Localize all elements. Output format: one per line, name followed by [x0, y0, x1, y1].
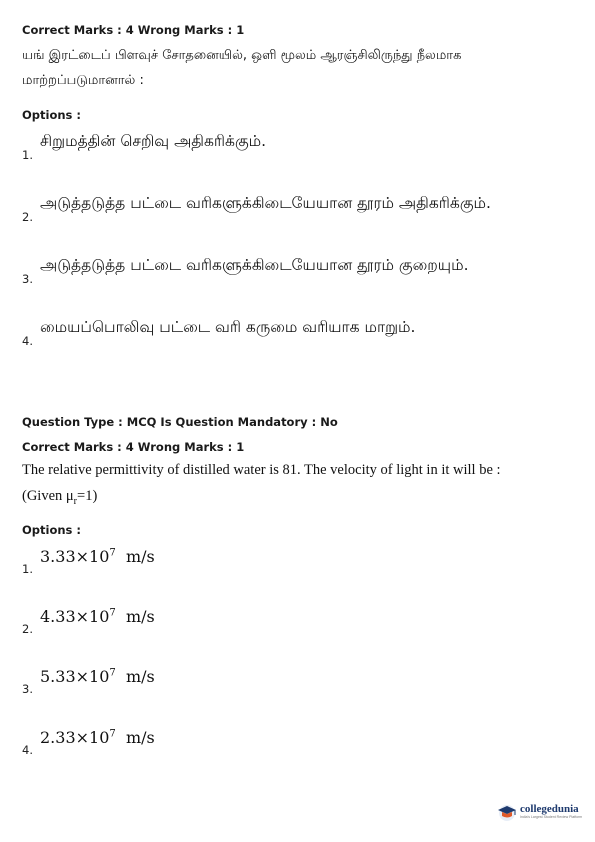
- q2-given-prefix: (Given μ: [22, 488, 74, 504]
- q1-option-1-text: சிறுமத்தின் செறிவு அதிகரிக்கும்.: [40, 132, 267, 150]
- q2-type-line: Question Type : MCQ Is Question Mandatory : No: [22, 415, 338, 429]
- q2-option-1-unit: m/s: [125, 547, 155, 566]
- q2-option-4-value: $2.33\times 10^7$ m/s: [40, 728, 155, 747]
- q1-question-text-line2: மாற்றப்படுமானால் :: [22, 73, 144, 88]
- q2-option-2-mantissa: 4.33: [40, 607, 76, 626]
- q2-question-text-line1: The relative permittivity of distilled water is 81. The velocity of light in it will be :: [22, 462, 501, 478]
- q2-option-2-exponent: 7: [109, 607, 116, 619]
- q1-option-3-number: 3.: [22, 272, 33, 286]
- q2-option-1-exponent: 7: [109, 547, 116, 559]
- q1-options-label: Options :: [22, 108, 81, 122]
- q2-option-1-mantissa: 3.33: [40, 547, 76, 566]
- q2-option-3-exponent: 7: [109, 667, 116, 679]
- q2-option-3-unit: m/s: [125, 667, 155, 686]
- q2-option-4-mantissa: 2.33: [40, 728, 76, 747]
- q2-option-4-exponent: 7: [109, 728, 116, 740]
- q2-option-1-number: 1.: [22, 562, 33, 576]
- q1-option-2-text: அடுத்தடுத்த பட்டை வரிகளுக்கிடையேயான தூரம் அதிகரிக்கும்.: [40, 194, 491, 212]
- q2-given-subscript: r: [73, 495, 78, 507]
- q2-option-2-unit: m/s: [125, 607, 155, 626]
- q2-option-2-value: $4.33\times 10^7$ m/s: [40, 607, 155, 626]
- q2-option-3-mantissa: 5.33: [40, 667, 76, 686]
- q1-option-2-number: 2.: [22, 210, 33, 224]
- q1-option-4-number: 4.: [22, 334, 33, 348]
- q1-option-1-number: 1.: [22, 148, 33, 162]
- q2-question-given: [22, 488, 97, 507]
- q1-question-text-line1: யங் இரட்டைப் பிளவுச் சோதனையில், ஒளி மூலம் ஆரஞ்சிலிருந்து நீலமாக: [22, 48, 462, 63]
- q1-option-4-text: மையப்பொலிவு பட்டை வரி கருமை வரியாக மாறும்.: [40, 318, 416, 336]
- q2-option-3-base: 10: [89, 667, 110, 686]
- q1-option-3-text: அடுத்தடுத்த பட்டை வரிகளுக்கிடையேயான தூரம் குறையும்.: [40, 256, 469, 274]
- graduation-cap-icon: [497, 802, 517, 822]
- q2-option-3-number: 3.: [22, 682, 33, 696]
- q2-option-4-base: 10: [89, 728, 110, 747]
- q2-option-1-value: $3.33\times 10^7$ m/s: [40, 547, 155, 566]
- q2-option-4-number: 4.: [22, 743, 33, 757]
- collegedunia-logo: [497, 802, 582, 822]
- q2-option-3-value: $5.33\times 10^7$ m/s: [40, 667, 155, 686]
- q2-option-1-base: 10: [89, 547, 110, 566]
- q1-marks-line: Correct Marks : 4 Wrong Marks : 1: [22, 23, 245, 37]
- logo-tagline: India's Largest Student Review Platform: [520, 815, 583, 819]
- q2-marks-line: Correct Marks : 4 Wrong Marks : 1: [22, 440, 245, 454]
- q2-option-4-unit: m/s: [125, 728, 155, 747]
- q2-option-2-base: 10: [89, 607, 110, 626]
- q2-options-label: Options :: [22, 523, 81, 537]
- logo-name: collegedunia: [520, 803, 579, 815]
- q2-option-2-number: 2.: [22, 622, 33, 636]
- q2-given-suffix: =1): [77, 488, 98, 504]
